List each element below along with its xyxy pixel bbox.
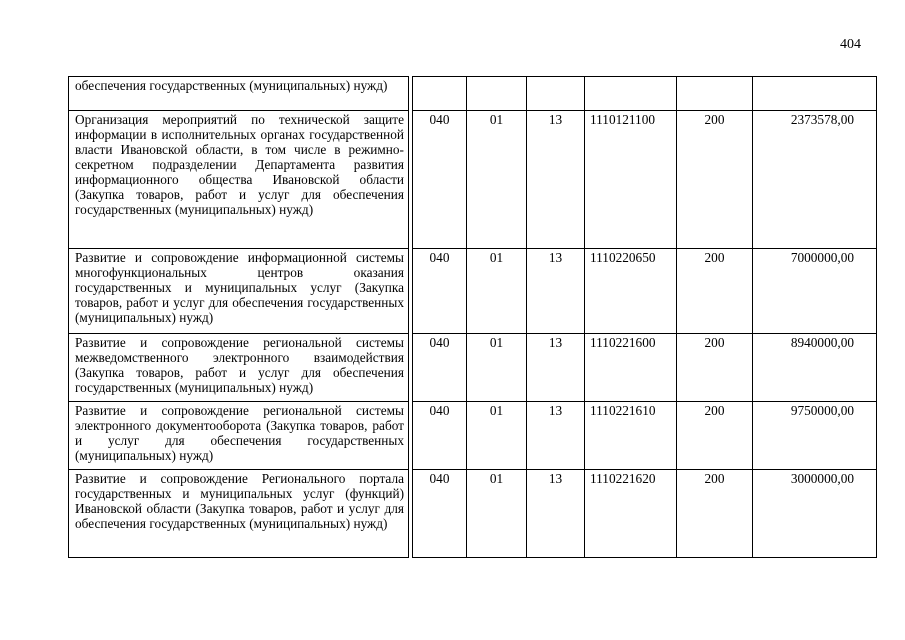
section-code [467, 77, 527, 111]
amount: 2373578,00 [753, 111, 877, 249]
subsection-code: 13 [527, 470, 585, 558]
expense-type-code: 200 [677, 249, 753, 334]
table-row [69, 334, 877, 402]
expense-type-code: 200 [677, 402, 753, 470]
expense-type-code [677, 77, 753, 111]
section-code: 01 [467, 402, 527, 470]
table-row [69, 470, 877, 558]
ministry-code: 040 [413, 402, 467, 470]
amount: 3000000,00 [753, 470, 877, 558]
target-code: 1110121100 [585, 111, 677, 249]
subsection-code [527, 77, 585, 111]
subsection-code: 13 [527, 334, 585, 402]
amount: 8940000,00 [753, 334, 877, 402]
budget-table [68, 76, 877, 558]
ministry-code: 040 [413, 249, 467, 334]
item-name: Развитие и сопровождение региональной системы межведомственного электронного взаимодействия (Закупка товаров, работ и услуг для обеспечения государственных (муниципальных) нужд) [69, 334, 409, 402]
target-code: 1110220650 [585, 249, 677, 334]
section-code: 01 [467, 470, 527, 558]
subsection-code: 13 [527, 111, 585, 249]
item-name: обеспечения государственных (муниципальных) нужд) [69, 77, 409, 111]
expense-type-code: 200 [677, 470, 753, 558]
ministry-code: 040 [413, 111, 467, 249]
section-code: 01 [467, 334, 527, 402]
item-name: Развитие и сопровождение Регионального портала государственных и муниципальных услуг (функций) Ивановской области (Закупка товаров, работ и услуг для обеспечения государственных (муниципальных) нужд) [69, 470, 409, 558]
page-number: 404 [840, 37, 861, 52]
amount: 7000000,00 [753, 249, 877, 334]
ministry-code: 040 [413, 470, 467, 558]
subsection-code: 13 [527, 249, 585, 334]
item-name: Развитие и сопровождение региональной системы электронного документооборота (Закупка товаров, работ и услуг для обеспечения государственных (муниципальных) нужд) [69, 402, 409, 470]
expense-type-code: 200 [677, 334, 753, 402]
item-name: Организация мероприятий по технической защите информации в исполнительных органах государственной власти Ивановской области, в том числе в режимно-секретном подразделении Департамента развития информационного общества Ивановской области (Закупка товаров, работ и услуг для обеспечения государственных (муниципальных) нужд) [69, 111, 409, 249]
target-code: 1110221610 [585, 402, 677, 470]
ministry-code: 040 [413, 334, 467, 402]
ministry-code [413, 77, 467, 111]
table-row [69, 77, 877, 111]
table-row [69, 111, 877, 249]
section-code: 01 [467, 249, 527, 334]
target-code [585, 77, 677, 111]
table-row [69, 402, 877, 470]
amount [753, 77, 877, 111]
expense-type-code: 200 [677, 111, 753, 249]
target-code: 1110221620 [585, 470, 677, 558]
section-code: 01 [467, 111, 527, 249]
target-code: 1110221600 [585, 334, 677, 402]
table-row [69, 249, 877, 334]
item-name: Развитие и сопровождение информационной системы многофункциональных центров оказания государственных и муниципальных услуг (Закупка товаров, работ и услуг для обеспечения государственных (муниципальных) нужд) [69, 249, 409, 334]
amount: 9750000,00 [753, 402, 877, 470]
subsection-code: 13 [527, 402, 585, 470]
